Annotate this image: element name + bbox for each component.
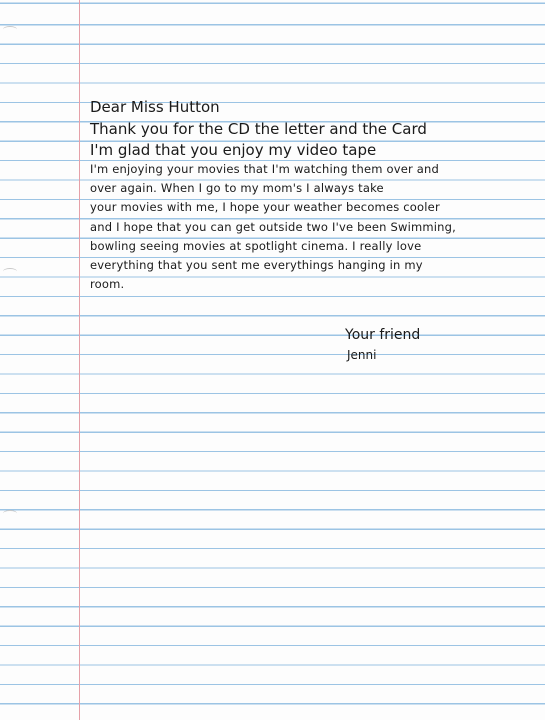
letter-line: bowling seeing movies at spotlight cinema. I really love bbox=[90, 239, 422, 253]
letter-line: I'm enjoying your movies that I'm watching them over and bbox=[90, 162, 440, 176]
letter-line: room. bbox=[90, 277, 125, 291]
closing: Your friend bbox=[345, 327, 421, 343]
letter-line: everything that you sent me everythings hanging in my bbox=[90, 258, 423, 272]
greeting: Dear Miss Hutton bbox=[90, 98, 220, 116]
punch-hole bbox=[3, 510, 17, 517]
letter-line: Thank you for the CD the letter and the Card bbox=[90, 120, 427, 138]
signature: Jenni bbox=[347, 348, 377, 362]
letter-line: your movies with me, I hope your weather becomes cooler bbox=[90, 200, 440, 214]
punch-hole bbox=[3, 268, 17, 275]
margin-line bbox=[79, 0, 80, 720]
punch-hole bbox=[3, 26, 17, 33]
letter-line: I'm glad that you enjoy my video tape bbox=[90, 141, 377, 159]
letter-line: over again. When I go to my mom's I always take bbox=[90, 181, 384, 195]
letter-line: and I hope that you can get outside two I've been Swimming, bbox=[90, 220, 457, 234]
